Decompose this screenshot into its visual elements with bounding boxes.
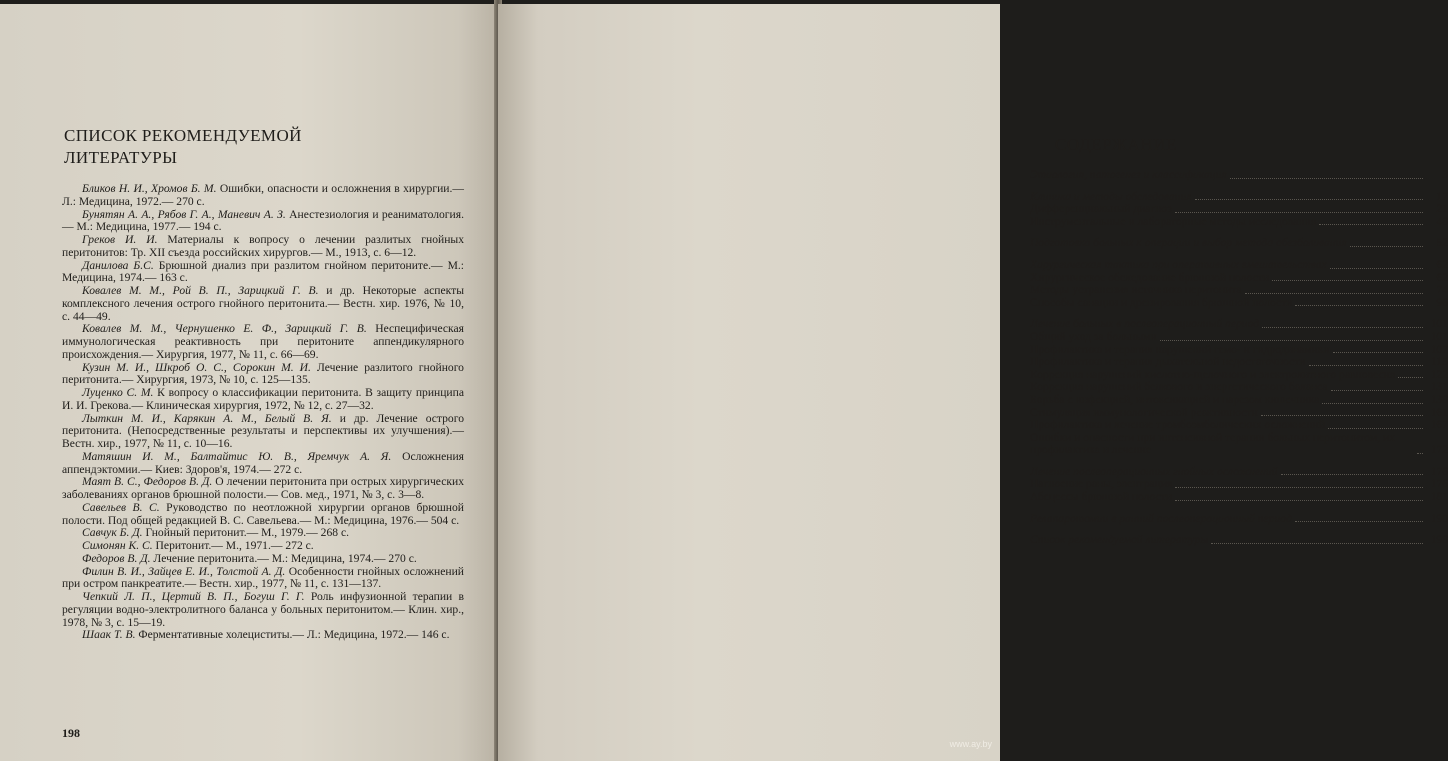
toc-label: Ошибки и опасности при интенсивной терапии больных перитонитом, их профилактика и лечение [1030, 430, 1395, 457]
reference-entry [62, 629, 464, 642]
reference-authors: Савчук Б. Д. [82, 526, 143, 540]
reference-entry [62, 502, 464, 528]
bibliography-title-line: СПИСОК РЕКОМЕНДУЕМОЙ [64, 126, 302, 145]
bibliography-title-line: ЛИТЕРАТУРЫ [64, 148, 178, 167]
reference-text: Ошибки, опасности и осложнения в хирургии.— Л.: Медицина, 1972.— 270 с. [62, 182, 464, 208]
toc-entry [1030, 331, 1448, 344]
reference-authors: Луценко С. М. [82, 386, 154, 399]
toc-label: Хирургическое обследование брюшной полости [1030, 270, 1269, 284]
reference-text: Роль инфузионной терапии в регуляции водно-электролитного баланса у больных перитонитом.— Клин. хир., 1978, № 3, с. 15—19. [62, 590, 465, 629]
toc-entry [1030, 491, 1448, 504]
toc-label: Коррекция нарушений кислотно-щелочного и электролитного равновесия [1030, 367, 1396, 381]
toc-label: Профилактика и лечение тромбоэмболических осложнений [1030, 418, 1325, 432]
reference-text: Лечение перитонита.— М.: Медицина, 1974.— 270 с. [150, 551, 417, 565]
toc-section [1030, 259, 1448, 272]
reference-text: и др. Некоторые аспекты комплексного лечения острого гнойного перитонита.— Вестн. хир. 1976, № 10, с. 44—49. [62, 284, 464, 323]
toc-label: Коррекция нарушений белкового и энергетического баланса [1030, 380, 1328, 394]
toc-leader-dots [1175, 487, 1423, 488]
toc-leader-dots [1350, 246, 1423, 247]
reference-text: Руководство по неотложной хирургии органов брюшной полости. Под общей редакцией В. С. Савельева.— М.: Медицина, 1976.— 504 с. [62, 500, 464, 527]
toc-page-number: 74 [1436, 283, 1448, 297]
toc-page-number: 96 [1436, 295, 1448, 309]
toc-entry [1030, 394, 1448, 407]
toc-leader-dots [1295, 521, 1423, 522]
reference-entry [62, 183, 464, 209]
reference-authors: Маят В. С., Федоров В. Д. [82, 475, 213, 489]
toc-label: Абсцессы брюшной полости [1030, 490, 1172, 504]
reference-text: Неспецифическая иммунологическая реактивность при перитоните аппендикулярного происхождения.— Хирургия, 1977, № 11, с. 66—69. [62, 322, 464, 361]
toc-leader-dots [1309, 365, 1423, 366]
toc-label: Борьба с инфекцией, интоксикацией и парезом кишечника [1030, 392, 1320, 406]
reference-authors: Симонян К. С. [82, 539, 153, 552]
toc-page-number: 107 [1430, 342, 1448, 356]
toc-page-number: 62 [1436, 257, 1448, 271]
toc-label: Список рекомендуемой литературы [1030, 533, 1209, 547]
toc-label: Инструментальные и лабораторные методы исследования [1030, 214, 1317, 228]
toc-page-number: 3 [1442, 168, 1448, 181]
toc-leader-dots [1330, 268, 1423, 269]
toc-label: Методы устранения источника перитонита [1030, 283, 1242, 297]
toc-entry [1030, 419, 1448, 432]
toc-leader-dots [1328, 428, 1423, 429]
toc-label: Дифференциальный диагноз [1030, 202, 1172, 216]
reference-entry [62, 260, 464, 286]
toc-page-number: 21 [1436, 202, 1448, 216]
toc-leader-dots [1331, 390, 1423, 391]
reference-text: Осложнения аппендэктомии.— Киев: Здоров'я, 1974.— 272 с. [62, 449, 464, 476]
reference-authors: Бликов Н. И., Хромов Б. М. [82, 182, 217, 195]
reference-text: О лечении перитонита при острых хирургических заболеваниях органов брюшной полости.— Сов. мед., 1971, № 3, с. 3—8. [62, 475, 464, 501]
toc-leader-dots [1262, 327, 1423, 328]
contents-title: СОДЕРЖАНИЕ [1055, 135, 1178, 154]
reference-authors: Бунятян А. А., Рябов Г. А., Маневич А. З. [82, 207, 286, 221]
toc-page-number: 62 [1436, 270, 1448, 284]
toc-leader-dots [1333, 352, 1423, 353]
toc-label: Способы санации и дренирования брюшной полости [1030, 295, 1293, 309]
reference-text: Брюшной диализ при разлитом гнойном перитоните.— М.: Медицина, 1974.— 163 с. [62, 258, 465, 285]
reference-entry [62, 209, 464, 235]
toc-leader-dots [1319, 224, 1423, 225]
toc-page-number: 172 [1430, 443, 1448, 457]
toc-label: Общий уход за больными [1030, 329, 1157, 343]
reference-text: и др. Лечение острого перитонита. (Непосредственные результаты и перспективы их улучшения).— Вестн. хир., 1977, № 11, с. 10—16. [62, 411, 464, 450]
reference-authors: Федоров В. Д. [82, 551, 151, 565]
toc-label: Стимуляция иммунологической реактивности [1030, 405, 1258, 419]
reference-entry [62, 323, 464, 361]
toc-leader-dots [1281, 474, 1423, 475]
reference-entry [62, 387, 464, 413]
toc-entry [1030, 432, 1448, 457]
watermark: www.ay.by [949, 739, 992, 749]
toc-label: Профилактика и терапия нарушений гемо- и гидродинамики [1030, 342, 1330, 356]
toc-page-number: 176 [1430, 464, 1448, 478]
toc-label: Нагноение раны, эвентрация [1030, 477, 1173, 491]
toc-leader-dots [1398, 377, 1423, 378]
toc-leader-dots [1175, 500, 1423, 501]
toc-section [1030, 534, 1448, 547]
toc-section [1030, 237, 1448, 250]
reference-text: Перитонит.— М., 1971.— 272 с. [152, 539, 314, 552]
reference-authors: Данилова Б.С. [82, 258, 154, 272]
reference-authors: Чепкий Л. П., Цертий В. П., Богуш Г. Г. [82, 590, 305, 603]
toc-label: Лечение послеоперационных гнойных осложнений [1030, 464, 1278, 478]
reference-entry [62, 451, 464, 477]
toc-page-number: 138 [1430, 392, 1448, 406]
bibliography-list [62, 183, 464, 642]
contents-list [1030, 169, 1448, 547]
right-page [498, 4, 1448, 761]
toc-leader-dots [1417, 453, 1423, 454]
reference-authors: Греков И. И. [82, 233, 158, 246]
toc-page-number: 198 [1430, 533, 1448, 547]
reference-entry [62, 476, 464, 502]
reference-entry [62, 234, 464, 260]
toc-entry [1030, 203, 1448, 216]
toc-page-number: 176 [1430, 477, 1448, 491]
reference-text: Ферментативные холециститы.— Л.: Медицина, 1972.— 146 с. [135, 628, 450, 642]
toc-page-number: 48 [1436, 214, 1448, 228]
reference-text: Материалы к вопросу о лечении разлитых гнойных перитонитов: Тр. XII съезда российских хирургов.— М., 1913, с. 6—12. [62, 233, 464, 259]
reference-entry [62, 413, 464, 451]
toc-page-number: 131 [1430, 380, 1448, 394]
toc-leader-dots [1245, 293, 1423, 294]
reference-entry [62, 566, 464, 592]
reference-entry [62, 362, 464, 388]
toc-page-number: 101 [1430, 329, 1448, 343]
reference-text: Лечение разлитого гнойного перитонита.— Хирургия, 1973, № 10, с. 125—135. [62, 360, 464, 387]
reference-authors: Шаак Т. В. [82, 628, 136, 642]
reference-authors: Ковалев М. М., Чернушенко Е. Ф., Зарицкий Г. В. [82, 322, 367, 336]
reference-authors: Матяшин И. М., Балтайтис Ю. В., Яремчук А. Я. [82, 449, 392, 463]
toc-entry [1030, 356, 1448, 369]
reference-authors: Савельев В. С. [82, 500, 160, 514]
bibliography-title [64, 125, 464, 169]
reference-text: Особенности гнойных осложнений при остром панкреатите.— Вестн. хир., 1977, № 11, с. 131—137. [62, 564, 464, 591]
toc-page-number: 52 [1436, 236, 1448, 250]
reference-authors: Ковалев М. М., Рой В. П., Зарицкий Г. В. [82, 284, 319, 297]
page-number: 198 [62, 726, 80, 740]
toc-leader-dots [1195, 199, 1423, 200]
toc-label: Хирургическая тактика при оперативных вмешательствах [1030, 257, 1327, 271]
toc-leader-dots [1295, 305, 1423, 306]
toc-entry [1030, 216, 1448, 229]
reference-authors: Кузин М. И., Шкроб О. С., Сорокин М. И. [82, 360, 311, 374]
toc-page-number: 167 [1430, 418, 1448, 432]
toc-leader-dots [1211, 543, 1423, 544]
toc-entry [1030, 297, 1448, 310]
toc-leader-dots [1261, 415, 1423, 416]
toc-page-number: 101 [1430, 317, 1448, 331]
toc-page-number: 17 [1436, 189, 1448, 203]
reference-text: Анестезиология и реаниматология.— М.: Медицина, 1977.— 194 с. [62, 207, 464, 234]
left-page [0, 4, 498, 761]
toc-leader-dots [1175, 212, 1423, 213]
toc-section [1030, 513, 1448, 526]
reference-entry [62, 591, 464, 629]
toc-page-number: 122 [1430, 367, 1448, 381]
toc-page-number: 161 [1430, 405, 1448, 419]
toc-page-number: 181 [1430, 490, 1448, 504]
reference-text: Гнойный перитонит.— М., 1979.— 268 с. [142, 526, 349, 540]
toc-label: Релапаротомии в ранний послеоперационный период [1030, 511, 1292, 525]
toc-entry [1030, 284, 1448, 297]
toc-label: Подготовка больных к операции и выбор метода обезболивания [1030, 236, 1347, 250]
toc-leader-dots [1160, 340, 1423, 341]
reference-entry [62, 285, 464, 323]
reference-authors: Филин В. И., Зайцев Е. И., Толстой А. Д. [82, 564, 286, 578]
toc-label: Профилактика и терапия дыхательной недостаточности [1030, 355, 1306, 369]
toc-section [1030, 169, 1448, 182]
toc-page-number: 190 [1430, 511, 1448, 525]
toc-label: Лечение больных в послеоперационный период [1030, 317, 1260, 331]
toc-page-number: 115 [1431, 355, 1448, 369]
toc-leader-dots [1230, 178, 1423, 179]
toc-leader-dots [1322, 403, 1423, 404]
toc-label: Этиология, патогенез и классификация [1030, 168, 1227, 181]
reference-text: К вопросу о классификации перитонита. В защиту принципа И. И. Грекова.— Клиническая хирургия, 1972, № 12, с. 27—32. [62, 386, 464, 412]
toc-label: Клиника и методы обследования [1030, 189, 1192, 203]
toc-leader-dots [1272, 280, 1423, 281]
reference-authors: Лыткин М. И., Карякин А. М., Белый В. Я. [82, 411, 332, 425]
